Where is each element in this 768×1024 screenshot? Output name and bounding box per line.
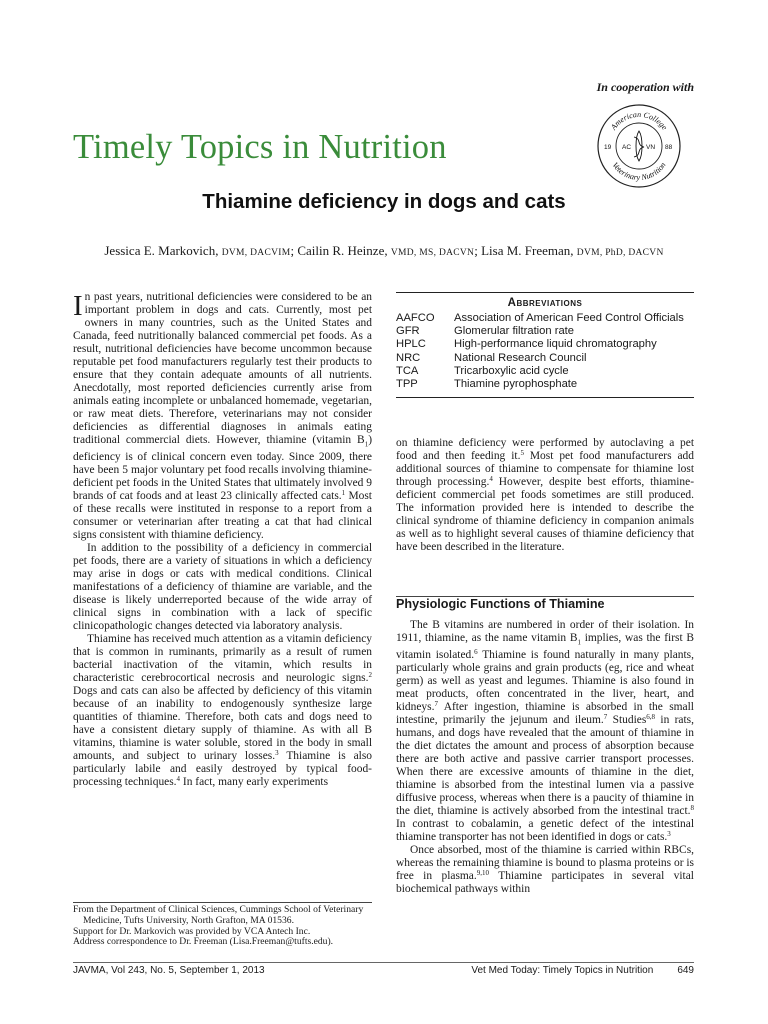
citation-ref: 3	[275, 749, 279, 758]
paragraph-text: on thiamine deficiency were performed by autoclaving a pet food and then feeding it.	[396, 437, 694, 462]
author-3-degrees: DVM, PhD, DACVN	[576, 248, 664, 258]
abbreviation-definition: Thiamine pyrophosphate	[454, 378, 578, 391]
abbreviation-term: NRC	[396, 351, 421, 364]
left-column-body	[73, 291, 372, 789]
citation-ref: 8	[690, 804, 694, 813]
section-paragraph-1	[396, 619, 694, 844]
subscript: 1	[364, 440, 369, 449]
abbreviation-term: GFR	[396, 325, 420, 338]
abbreviation-term: AAFCO	[396, 312, 435, 324]
cooperation-label: In cooperation with	[596, 80, 694, 94]
seal-year-left: 19	[604, 144, 612, 151]
paragraph-text: Thiamine is also particularly labile and easily destroyed by typical food-processing techniques.	[73, 750, 372, 789]
abbreviation-definition: Tricarboxylic acid cycle	[454, 364, 569, 377]
abbreviations-heading: Abbreviations	[507, 297, 583, 309]
intro-paragraph	[73, 291, 372, 542]
abbreviation-row	[396, 352, 694, 365]
abbreviation-row	[396, 338, 694, 351]
abbreviations-list	[396, 312, 694, 391]
author-3-name: Lisa M. Freeman,	[481, 243, 574, 258]
paragraph-3	[73, 633, 372, 789]
section-heading-physiologic-functions	[396, 596, 694, 611]
paragraph-text: Thiamine is found naturally in many plants, particularly whole grains and grain products (eg, rice and wheat germ) as well as yeast and legumes. Thiamine is also found in meat products, often concentrated in the liver, heart, and kidneys.	[396, 649, 694, 714]
abbreviation-term: TPP	[396, 378, 418, 391]
author-separator: ;	[290, 243, 298, 258]
abbreviation-definition: Glomerular filtration rate	[454, 325, 574, 338]
abbreviation-row	[396, 365, 694, 378]
citation-ref: 4	[489, 475, 493, 483]
subscript: 1	[577, 638, 581, 647]
paragraph-text: Thiamine participates in several vital biochemical pathways within	[396, 870, 694, 896]
drop-cap: I	[73, 290, 83, 322]
paragraph-text: ) deficiency is of clinical concern even today. Since 2009, there have been 5 major voluntary pet food recalls involving thiamine-deficient pet foods in the United States that ultimately involved 9 brands of cat foods and at least 23 clinically affected cats.	[73, 434, 372, 503]
citation-ref: 6,8	[646, 713, 656, 722]
citation-ref: 4	[176, 775, 181, 784]
seal-year-right: 88	[665, 144, 673, 151]
paragraph-text: implies, was the first B vitamin isolated.	[396, 632, 695, 662]
abbreviation-term: HPLC	[396, 338, 426, 351]
footer-section-label	[440, 965, 694, 976]
section-heading-text: Physiologic Functions of Thiamine	[396, 597, 605, 611]
svg-text:Veterinary Nutrition	[610, 161, 667, 182]
author-1-degrees: DVM, DACVIM	[221, 248, 291, 258]
author-2-degrees: VMD, MS, DACVN	[390, 248, 475, 258]
seal-vn: VN	[646, 144, 656, 151]
author-separator: ;	[474, 243, 482, 258]
citation-ref: 6	[474, 648, 478, 657]
citation-ref: 7	[603, 713, 608, 722]
seal-ac: AC	[622, 144, 632, 151]
abbreviation-row	[396, 312, 694, 325]
paragraph-text: After ingestion, thiamine is absorbed in the small intestine, primarily the jejunum and ileum.	[396, 701, 694, 727]
paragraph-2: In addition to the possibility of a deficiency in commercial pet foods, there are a variety of situations in which a deficiency may arise in dogs or cats with medical conditions. Clinical manifestations of a deficiency of thiamine are variable, and the disease is likely underreported because of the wide array of clinical signs in combination with a lack of specific clinicopathologic changes detected via laboratory analysis.	[73, 542, 372, 633]
journal-citation: JAVMA, Vol 243, No. 5, September 1, 2013	[73, 965, 265, 976]
abbreviation-row	[396, 325, 694, 338]
paragraph-text: Once absorbed, most of the thiamine is carried within RBCs, whereas the remaining thiamine is bound to plasma proteins or is free in plasma.	[396, 844, 694, 883]
abbreviation-definition: Association of American Feed Control Officials	[454, 312, 684, 324]
author-2-name: Cailin R. Heinze,	[297, 243, 388, 258]
author-1-name: Jessica E. Markovich,	[104, 243, 219, 258]
paragraph-text: n past years, nutritional deficiencies were considered to be an important problem in dogs and cats. Currently, most pet owners in many countries, such as the United States and Canada, feed nutritionally balanced commercial pet foods. As a result, nutritional deficiencies have become uncommon because reputable pet food manufacturers regularly test their products to ensure that they contain adequate amounts of all nutrients. Anecdotally, most reported deficiencies currently arise from animals eating incomplete or unbalanced homemade, vegetarian, or raw meat diets. Therefore, veterinarians may not consider deficiencies as differential diagnoses in animals eating traditional commercial diets. However, thiamine (vitamin B	[73, 291, 372, 446]
series-title: Timely Topics in Nutrition	[73, 128, 447, 166]
footnote-correspondence: Address correspondence to Dr. Freeman (Lisa.Freeman@tufts.edu).	[73, 936, 334, 948]
article-title: Thiamine deficiency in dogs and cats	[202, 190, 566, 213]
paragraph-text: Most of these recalls were instituted in response to a report from a consumer or veterinarian after treating a cat that had clinical signs consistent with thiamine deficiency.	[73, 490, 372, 542]
paragraph-text: Most pet food manufacturers add additional sources of thiamine to compensate for thiamine lost through processing.	[396, 450, 694, 488]
abbreviation-definition: National Research Council	[454, 351, 587, 364]
footnote-support: Support for Dr. Markovich was provided by VCA Antech Inc.	[73, 925, 311, 937]
right-column-section-body	[396, 619, 694, 896]
seal-top-text: American College	[608, 110, 670, 132]
citation-ref: 9,10	[476, 869, 489, 878]
citation-ref: 7	[434, 700, 438, 709]
paragraph-text: In fact, many early experiments	[180, 776, 329, 789]
abbreviations-box	[396, 292, 694, 398]
paragraph-text: However, despite best efforts, thiamine-deficient commercial pet foods sometimes are still produced. The information provided here is intended to describe the clinical syndrome of thiamine deficiency in companion animals as well as to highlight several causes of thiamine deficiency that have been described in the literature.	[396, 476, 694, 553]
abbreviation-definition: High-performance liquid chromatography	[454, 338, 657, 351]
footnote-affiliation: From the Department of Clinical Sciences, Cummings School of Veterinary Medicine, Tufts University, North Grafton, MA 01536.	[73, 904, 364, 926]
footer-divider	[73, 962, 694, 963]
abbreviation-row	[396, 378, 694, 391]
svg-text:American College	[608, 110, 669, 132]
affiliation-footnote	[73, 902, 372, 948]
right-column-continuation	[396, 437, 694, 554]
seal-bottom-text: Veterinary Nutrition	[610, 160, 668, 183]
continuation-paragraph	[396, 437, 694, 554]
page-number: 649	[677, 965, 694, 976]
citation-ref: 3	[667, 830, 671, 839]
paragraph-text: in rats, humans, and dogs have revealed that the amount of thiamine in the diet dictates the amount and process of absorption because there are both active and passive carrier transport processes. When there are excessive amounts of thiamine in the diet, thiamine is absorbed from the intestinal lumen via a passive diffusive process, whereas when there is a paucity of thiamine in the diet, thiamine is actively absorbed from the intestinal tract.	[396, 714, 694, 818]
paragraph-text: Studies	[607, 714, 647, 727]
paragraph-text: Thiamine has received much attention as a vitamin deficiency that is common in ruminants, primarily as a result of rumen bacterial inactivation of the vitamin, which results in characteristic cerebrocortical necrosis and neurologic signs.	[73, 633, 372, 685]
footer-section-text: Vet Med Today: Timely Topics in Nutrition	[471, 965, 654, 976]
paragraph-text: Dogs and cats can also be affected by deficiency of this vitamin because of an inability to endogenously synthesize large quantities of thiamine. Therefore, both cats and dogs need to have a consistent dietary supply of thiamine. As with all B vitamins, thiamine is water soluble, stored in the body in small amounts, and subject to urinary losses.	[73, 685, 372, 763]
acvn-seal-logo	[596, 103, 682, 189]
citation-ref: 5	[520, 449, 524, 457]
abbreviation-term: TCA	[396, 364, 419, 377]
section-paragraph-2	[396, 844, 694, 896]
citation-ref: 2	[368, 671, 372, 680]
author-line	[0, 243, 768, 259]
citation-ref: 1	[341, 489, 346, 498]
paragraph-text: The B vitamins are numbered in order of their isolation. In 1911, thiamine, as the name vitamin B	[396, 619, 694, 644]
paragraph-text: In contrast to cobalamin, a genetic defect of the intestinal thiamine transporter has not been identified in dogs or cats.	[396, 818, 694, 844]
